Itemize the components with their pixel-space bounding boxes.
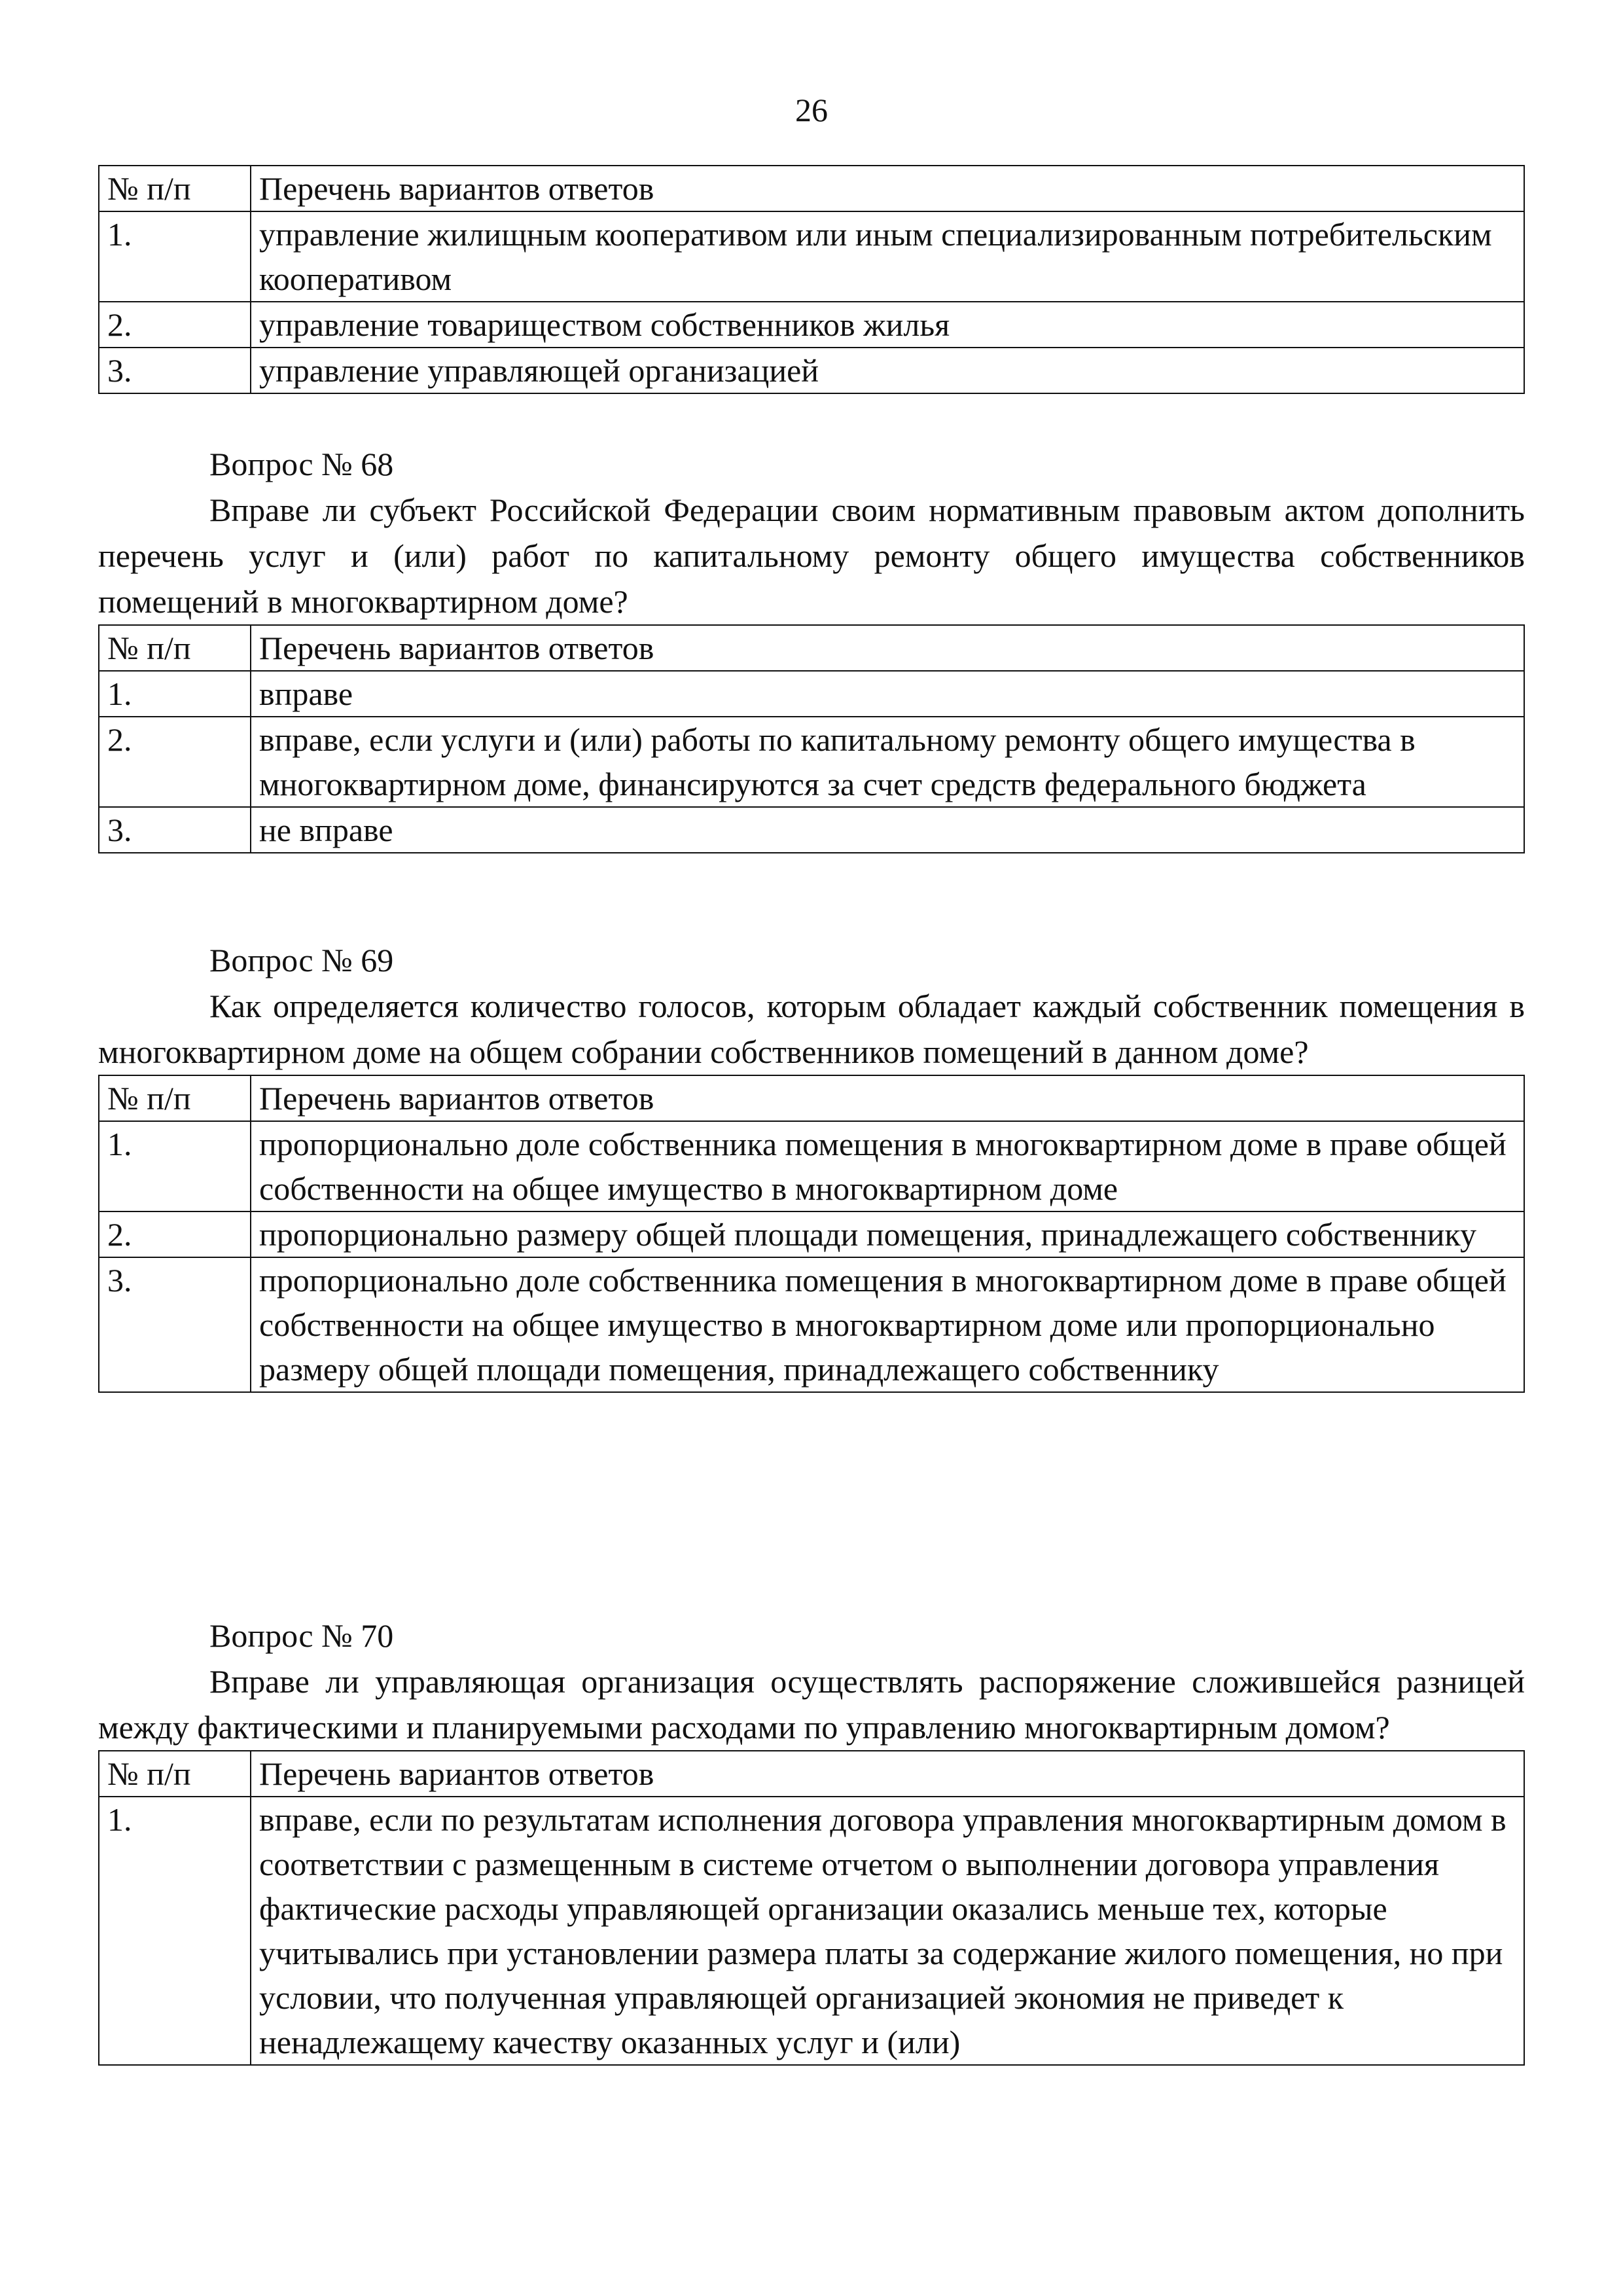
header-num: № п/п: [99, 1075, 251, 1121]
question-block-69: [98, 937, 1525, 1393]
row-text: вправе, если услуги и (или) работы по капитальному ремонту общего имущества в многоквартирном доме, финансируются за счет средств федерального бюджета: [251, 717, 1524, 807]
table-row: [99, 717, 1524, 807]
row-num: 2.: [99, 1211, 251, 1257]
row-num: 3.: [99, 348, 251, 393]
row-text: вправе, если по результатам исполнения договора управления многоквартирным домом в соответствии с размещенным в системе отчетом о выполнении договора управления фактические расходы управляющей организации оказались меньше тех, которые учитывались при установлении размера платы за содержание жилого помещения, но при условии, что полученная управляющей организацией экономия не приведет к ненадлежащему качеству оказанных услуг и (или): [251, 1797, 1524, 2065]
row-text: пропорционально размеру общей площади помещения, принадлежащего собственнику: [251, 1211, 1524, 1257]
row-text: управление управляющей организацией: [251, 348, 1524, 393]
answers-table: [98, 1750, 1525, 2066]
row-text: пропорционально доле собственника помещения в многоквартирном доме в праве общей собственности на общее имущество в многоквартирном доме: [251, 1121, 1524, 1211]
row-num: 1.: [99, 671, 251, 717]
table-row: [99, 1257, 1524, 1392]
row-text: вправе: [251, 671, 1524, 717]
header-text: Перечень вариантов ответов: [251, 1075, 1524, 1121]
header-text: Перечень вариантов ответов: [251, 625, 1524, 671]
question-text: Как определяется количество голосов, которым обладает каждый собственник помещения в многоквартирном доме на общем собрании собственников помещений в данном доме?: [98, 988, 1525, 1070]
question-text: Вправе ли управляющая организация осуществлять распоряжение сложившейся разницей между фактическими и планируемыми расходами по управлению многоквартирным домом?: [98, 1663, 1525, 1746]
table-row: [99, 671, 1524, 717]
row-num: 1.: [99, 1121, 251, 1211]
question-heading: Вопрос № 68: [209, 446, 394, 482]
row-num: 2.: [99, 302, 251, 348]
table-row: [99, 807, 1524, 853]
page-number: 26: [795, 92, 828, 128]
row-text: пропорционально доле собственника помещения в многоквартирном доме в праве общей собственности на общее имущество в многоквартирном доме или пропорционально размеру общей площади помещения, принадлежащего собственнику: [251, 1257, 1524, 1392]
table-header-row: [99, 625, 1524, 671]
table-row: [99, 348, 1524, 393]
answers-table: [98, 165, 1525, 394]
row-num: 1.: [99, 1797, 251, 2065]
question-block-70: [98, 1613, 1525, 2066]
table-row: [99, 1797, 1524, 2065]
row-text: управление жилищным кооперативом или иным специализированным потребительским кооперативом: [251, 211, 1524, 302]
table-row: [99, 1211, 1524, 1257]
row-num: 2.: [99, 717, 251, 807]
answers-table: [98, 1075, 1525, 1393]
row-num: 3.: [99, 807, 251, 853]
header-num: № п/п: [99, 166, 251, 211]
question-heading: Вопрос № 70: [209, 1617, 394, 1654]
answer-block-continued: [98, 165, 1525, 394]
table-header-row: [99, 1075, 1524, 1121]
row-num: 3.: [99, 1257, 251, 1392]
question-heading: Вопрос № 69: [209, 942, 394, 978]
table-header-row: [99, 166, 1524, 211]
table-header-row: [99, 1751, 1524, 1797]
question-text: Вправе ли субъект Российской Федерации своим нормативным правовым актом дополнить перечень услуг и (или) работ по капитальному ремонту общего имущества собственников помещений в многоквартирном доме?: [98, 492, 1525, 620]
table-row: [99, 211, 1524, 302]
row-text: не вправе: [251, 807, 1524, 853]
header-num: № п/п: [99, 1751, 251, 1797]
header-text: Перечень вариантов ответов: [251, 166, 1524, 211]
row-num: 1.: [99, 211, 251, 302]
table-row: [99, 1121, 1524, 1211]
header-text: Перечень вариантов ответов: [251, 1751, 1524, 1797]
question-block-68: [98, 441, 1525, 853]
row-text: управление товариществом собственников жилья: [251, 302, 1524, 348]
header-num: № п/п: [99, 625, 251, 671]
table-row: [99, 302, 1524, 348]
answers-table: [98, 624, 1525, 853]
